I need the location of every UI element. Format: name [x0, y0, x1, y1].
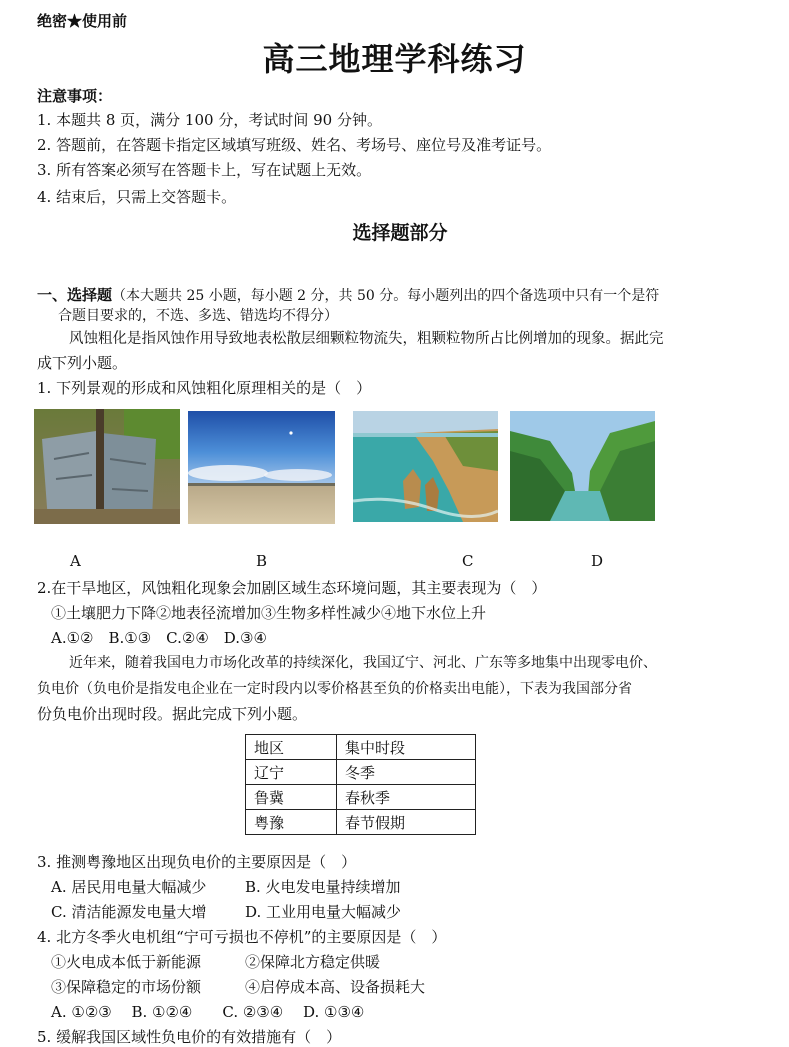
question-1-stem: 1. 下列景观的形成和风蚀粗化原理相关的是（ ）: [37, 379, 372, 397]
table-cell: 春节假期: [337, 810, 476, 835]
passage1-line1: 风蚀粗化是指风蚀作用导致地表松散层细颗粒物流失，粗颗粒物所占比例增加的现象。据此完: [69, 331, 664, 347]
option-d-label: D: [591, 552, 604, 570]
question-2-choices: A.①② B.①③ C.②④ D.③④: [51, 629, 267, 647]
table-row: [246, 810, 476, 835]
note-item-3: 3. 所有答案必须写在答题卡上，写在试题上无效。: [37, 161, 372, 179]
option-c-image: [353, 411, 498, 522]
table-cell: 辽宁: [246, 760, 337, 785]
part-description-cont: 合题目要求的，不选、多选、错选均不得分）: [58, 308, 338, 324]
question-4-statement-3: ③保障稳定的市场份额: [51, 978, 202, 996]
part-description: （本大题共 25 小题，每小题 2 分，共 50 分。每小题列出的四个备选项中只有一个是符: [112, 288, 660, 304]
table-row: [246, 760, 476, 785]
table-header-cell: 集中时段: [337, 735, 476, 760]
question-2-statements: ①土壤肥力下降②地表径流增加③生物多样性减少④地下水位上升: [51, 604, 487, 622]
table-cell: 冬季: [337, 760, 476, 785]
table-cell: 粤豫: [246, 810, 337, 835]
question-4-statement-4: ④启停成本高、设备损耗大: [245, 978, 426, 996]
question-4-statement-2: ②保障北方稳定供暖: [245, 953, 381, 971]
notes-heading: 注意事项：: [37, 87, 113, 105]
passage2-line3: 份负电价出现时段。据此完成下列小题。: [37, 705, 308, 723]
passage1-line2: 成下列小题。: [37, 354, 128, 372]
option-a-image: [34, 409, 180, 524]
section-title: 选择题部分: [352, 222, 448, 244]
note-item-2: 2. 答题前，在答题卡指定区域填写班级、姓名、考场号、座位号及准考证号。: [37, 136, 552, 154]
passage2-line1: 近年来，随着我国电力市场化改革的持续深化，我国辽宁、河北、广东等多地集中出现零电价、: [69, 655, 657, 671]
question-3-option-c: C. 清洁能源发电量大增: [51, 903, 207, 921]
question-3-option-a: A. 居民用电量大幅减少: [51, 878, 207, 896]
question-4-choices: A. ①②③ B. ①②④ C. ②③④ D. ①③④: [51, 1003, 365, 1021]
question-5-stem: 5. 缓解我国区域性负电价的有效措施有（ ）: [37, 1028, 342, 1046]
confidential-label: 绝密★使用前: [37, 12, 128, 30]
note-item-4: 4. 结束后，只需上交答题卡。: [37, 188, 237, 206]
table-cell: 鲁冀: [246, 785, 337, 810]
table-header-row: [246, 735, 476, 760]
question-2-stem: 2.在干旱地区，风蚀粗化现象会加剧区域生态环境问题，其主要表现为（ ）: [37, 579, 547, 597]
question-4-statement-1: ①火电成本低于新能源: [51, 953, 202, 971]
option-b-label: B: [256, 552, 268, 570]
table-cell: 春秋季: [337, 785, 476, 810]
table-header-cell: 地区: [246, 735, 337, 760]
page-title: 高三地理学科练习: [262, 40, 527, 78]
part-label: 一、选择题: [37, 286, 113, 304]
question-3-stem: 3. 推测粤豫地区出现负电价的主要原因是（ ）: [37, 853, 357, 871]
part-heading: [37, 284, 659, 305]
question-4-stem: 4. 北方冬季火电机组“宁可亏损也不停机”的主要原因是（ ）: [37, 928, 447, 946]
question-3-option-d: D. 工业用电量大幅减少: [245, 903, 402, 921]
note-item-1: 1. 本题共 8 页，满分 100 分，考试时间 90 分钟。: [37, 111, 382, 129]
option-d-image: [510, 411, 655, 521]
option-a-label: A: [70, 552, 81, 570]
question-3-option-b: B. 火电发电量持续增加: [245, 878, 401, 896]
table-row: [246, 785, 476, 810]
option-c-label: C: [462, 552, 474, 570]
negative-price-table: [245, 734, 476, 835]
option-b-image: [188, 411, 335, 524]
passage2-line2: 负电价（负电价是指发电企业在一定时段内以零价格甚至负的价格卖出电能），下表为我国部分省: [37, 681, 632, 697]
